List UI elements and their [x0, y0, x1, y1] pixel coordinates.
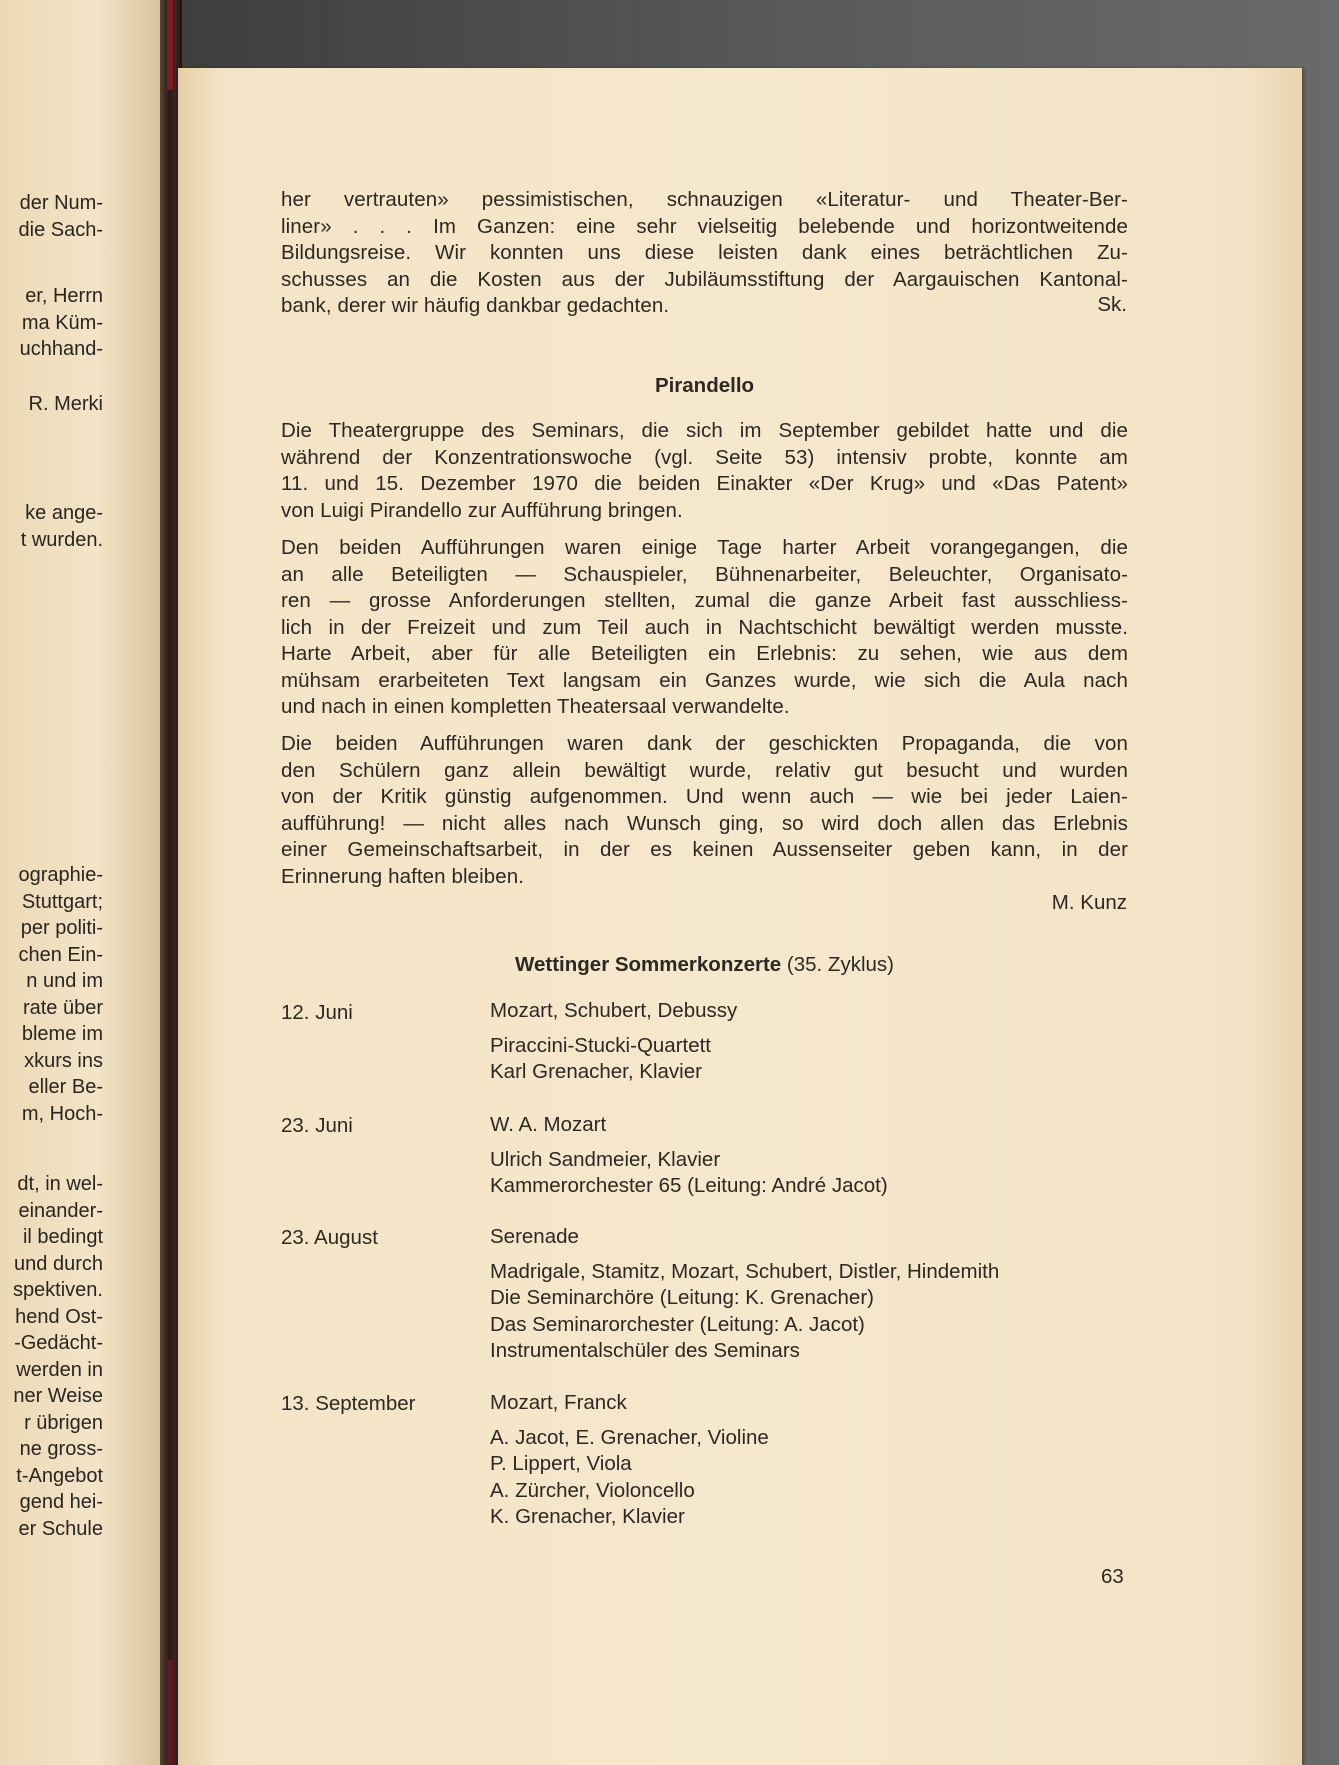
pirandello-paragraph-2: Den beiden Aufführungen waren einige Tage harter Arbeit vorangegangen, die an alle Beteiligten — Schauspieler, Bühnenarbeiter, Beleuchter, Organisato- ren — grosse Anforderungen stellten, zumal die ganze Arbeit fast ausschliess- lich in der Freizeit und zum Teil auch in Nachtschicht bewältigt werden musste. Harte Arbeit, aber für alle Beteiligten ein Erlebnis: zu sehen, wie aus dem mühsam erarbeiteten Text langsam ein Ganzes wurde, wie sich die Aula nach und nach in einen kompletten Theatersaal verwandelte. — [281, 536, 1128, 718]
concerts-heading: Wettinger Sommerkonzerte (35. Zyklus) — [515, 953, 894, 976]
concert-performer: Ulrich Sandmeier, Klavier — [490, 1147, 721, 1171]
concert-performer: Die Seminarchöre (Leitung: K. Grenacher) — [490, 1286, 874, 1309]
concert-program: W. A. Mozart — [490, 1113, 607, 1136]
bookmark-ribbon-bottom — [167, 1660, 173, 1765]
left-text-block-d: ke ange- t wurden. — [20, 502, 103, 551]
concert-performer: Das Seminarorchester (Leitung: A. Jacot) — [490, 1312, 865, 1336]
pirandello-paragraph-1: Die Theatergruppe des Seminars, die sich im September gebildet hatte und die während der Konzentrationswoche (vgl. Seite 53) intensiv probte, konnte am 11. und 15. Dezember 1970 die beiden Einakter «Der Krug» und «Das Patent» von Luigi Pirandello zur Aufführung bringen. — [281, 419, 1128, 522]
concert-program: Mozart, Schubert, Debussy — [490, 999, 738, 1022]
concert-performer: K. Grenacher, Klavier — [490, 1505, 685, 1528]
concert-date: 23. August — [281, 1226, 378, 1249]
concert-performer: A. Zürcher, Violoncello — [490, 1478, 695, 1502]
left-text-block-a: der Num- die Sach- — [18, 192, 103, 241]
concert-entry — [490, 1112, 888, 1200]
left-text-block-c: R. Merki — [28, 393, 103, 415]
bookmark-ribbon-top — [167, 0, 173, 90]
left-text-block-f: dt, in wel- einander- il bedingt und durch spektiven. hend Ost- -Gedächt- werden in ner Weise r übrigen ne gross- t-Angebot gend hei- er Schule — [12, 1173, 103, 1540]
concert-program: Serenade — [490, 1225, 579, 1248]
pirandello-paragraph-3: Die beiden Aufführungen waren dank der geschickten Propaganda, die von den Schülern ganz allein bewältigt wurde, relativ gut besucht und wurden von der Kritik günstig aufgenommen. Und wenn auch — wie bei jeder Laien- aufführung! — nicht alles nach Wunsch ging, so wird doch allen das Erlebnis einer Gemeinschaftsarbeit, in der es keinen Aussenseiter geben kann, in der Erinnerung haften bleiben. — [281, 732, 1128, 888]
concert-entry — [490, 998, 737, 1086]
concert-performer: Instrumentalschüler des Seminars — [490, 1339, 800, 1362]
concert-date: 13. September — [281, 1392, 416, 1415]
left-text-block-b: er, Herrn ma Küm- uchhand- — [19, 285, 103, 360]
intro-signature: Sk. — [1097, 293, 1127, 316]
left-page — [0, 0, 175, 1765]
concert-performer: Piraccini-Stucki-Quartett — [490, 1033, 712, 1057]
pirandello-heading: Pirandello — [654, 374, 755, 397]
pirandello-signature: M. Kunz — [1051, 891, 1127, 914]
concert-entry — [490, 1390, 769, 1531]
intro-paragraph: her vertrauten» pessimistischen, schnauzigen «Literatur- und Theater-Ber- liner» . . . Im Ganzen: eine sehr vielseitig belebende und horizontweitende Bildungsreise. Wir konnten uns diese leisten dank eines beträchtlichen Zu- schusses an die Kosten aus der Jubiläumsstiftung der Aargauischen Kantonal- bank, derer wir häufig dankbar gedachten. — [281, 188, 1128, 317]
page-number: 63 — [1101, 1565, 1124, 1588]
concert-date: 23. Juni — [281, 1114, 353, 1137]
concert-date: 12. Juni — [281, 1001, 353, 1024]
concert-performer: Karl Grenacher, Klavier — [490, 1060, 702, 1083]
concert-program: Mozart, Franck — [490, 1391, 627, 1414]
concert-performer: Kammerorchester 65 (Leitung: André Jacot) — [490, 1174, 888, 1197]
concert-performer: Madrigale, Stamitz, Mozart, Schubert, Distler, Hindemith — [490, 1259, 1000, 1283]
concert-entry — [490, 1224, 999, 1365]
left-text-block-e: ographie- Stuttgart; per politi- chen Ein- n und im rate über bleme im xkurs ins eller Be- m, Hoch- — [18, 864, 103, 1125]
concert-performer: A. Jacot, E. Grenacher, Violine — [490, 1425, 769, 1449]
concert-performer: P. Lippert, Viola — [490, 1452, 632, 1475]
